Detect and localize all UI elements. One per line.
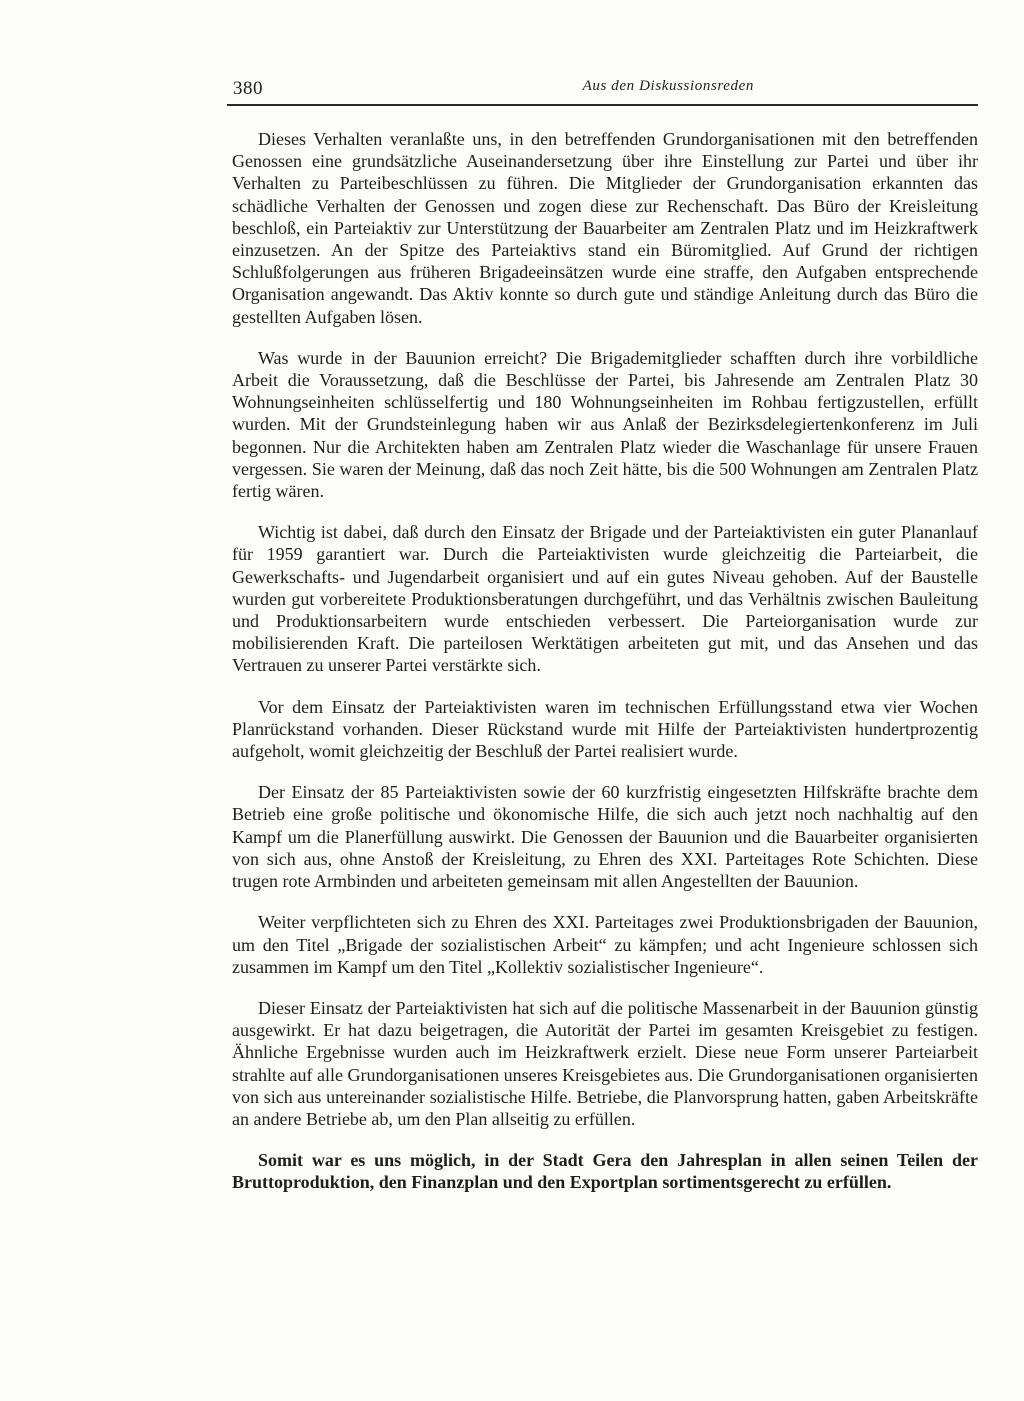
paragraph-3: Wichtig ist dabei, daß durch den Einsatz der Brigade und der Parteiaktivisten ein guter Plananlauf für 1959 garantiert war. Durch die Parteiaktivisten wurde gleichzeitig die Parteiarbeit, die Gewerkschafts- und Jugendarbeit organisiert und auf ein gutes Niveau gehoben. Auf der Baustelle wurden gut vorbereitete Produktionsberatungen durchgeführt, und das Verhältnis zwischen Bauleitung und Produktionsarbeitern wurde entschieden verbessert. Die Parteiorganisation wurde zur mobilisierenden Kraft. Die parteilosen Werktätigen arbeiteten gut mit, und das Ansehen und das Vertrauen zu unserer Partei verstärkte sich. (232, 522, 978, 676)
page-number: 380 (233, 78, 263, 99)
header-rule (227, 104, 978, 106)
page-header (233, 74, 978, 104)
paragraph-6: Weiter verpflichteten sich zu Ehren des XXI. Parteitages zwei Produktionsbrigaden der Bauunion, um den Titel „Brigade der sozialistischen Arbeit“ zu kämpfen; und acht Ingenieure schlossen sich zusammen im Kampf um den Titel „Kollektiv sozialistischer Ingenieure“. (232, 912, 978, 977)
paragraph-4: Vor dem Einsatz der Parteiaktivisten waren im technischen Erfüllungsstand etwa vier Wochen Planrückstand vorhanden. Dieser Rückstand wurde mit Hilfe der Parteiaktivisten hundertprozentig aufgeholt, womit gleichzeitig der Beschluß der Partei realisiert wurde. (232, 696, 978, 762)
paragraph-2: Was wurde in der Bauunion erreicht? Die Brigademitglieder schafften durch ihre vorbildliche Arbeit die Voraussetzung, daß die Beschlüsse der Partei, bis Jahresende am Zentralen Platz 30 Wohnungseinheiten schlüsselfertig und 180 Wohnungseinheiten im Rohbau fertigzustellen, erfüllt wurden. Mit der Grundsteinlegung haben wir aus Anlaß der Bezirksdelegiertenkonferenz im Juli begonnen. Nur die Architekten haben am Zentralen Platz wieder die Waschanlage für unsere Frauen vergessen. Sie waren der Meinung, daß das noch Zeit hätte, bis die 500 Wohnungen am Zentralen Platz fertig wären. (232, 347, 978, 502)
paragraph-1: Dieses Verhalten veranlaßte uns, in den betreffenden Grundorganisationen mit den betreffenden Genossen eine grundsätzliche Auseinandersetzung über ihre Einstellung zur Partei und über ihr Verhalten zu Parteibeschlüssen zu führen. Die Mitglieder der Grundorganisation erkannten das schädliche Verhalten der Genossen und zogen diese zur Rechenschaft. Das Büro der Kreisleitung beschloß, ein Parteiaktiv zur Unterstützung der Bauarbeiter am Zentralen Platz und im Heizkraftwerk einzusetzen. An der Spitze des Parteiaktivs stand ein Büromitglied. Auf Grund der richtigen Schlußfolgerungen aus früheren Brigadeeinsätzen wurde eine straffe, den Aufgaben entsprechende Organisation angewandt. Das Aktiv konnte so durch gute und ständige Anleitung durch das Büro die gestellten Aufgaben lösen. (232, 129, 978, 327)
body-text (232, 128, 978, 1213)
closing-paragraph: Somit war es uns möglich, in der Stadt Gera den Jahresplan in allen seinen Teilen der Bruttoproduktion, den Finanzplan und den Exportplan sortimentsgerecht zu erfüllen. (232, 1150, 978, 1193)
running-title: Aus den Diskussionsreden (582, 78, 754, 94)
paragraph-7: Dieser Einsatz der Parteiaktivisten hat sich auf die politische Massenarbeit in der Bauunion günstig ausgewirkt. Er hat dazu beigetragen, die Autorität der Partei im gesamten Kreisgebiet zu festigen. Ähnliche Ergebnisse wurden auch im Heizkraftwerk erzielt. Diese neue Form unserer Parteiarbeit strahlte auf alle Grundorganisationen unseres Kreisgebietes aus. Die Grundorganisationen organisierten von sich aus untereinander sozialistische Hilfe. Betriebe, die Planvorsprung hatten, gaben Arbeitskräfte an andere Betriebe ab, um den Plan allseitig zu erfüllen. (232, 997, 978, 1129)
paragraph-5: Der Einsatz der 85 Parteiaktivisten sowie der 60 kurzfristig eingesetzten Hilfskräfte brachte dem Betrieb eine große politische und ökonomische Hilfe, die sich auch jetzt noch nachhaltig auf den Kampf um die Planerfüllung auswirkt. Die Genossen der Bauunion und die Bauarbeiter organisierten von sich aus, ohne Anstoß der Kreisleitung, zu Ehren des XXI. Parteitages Rote Schichten. Diese trugen rote Armbinden und arbeiteten gemeinsam mit allen Angestellten der Bauunion. (232, 782, 978, 892)
